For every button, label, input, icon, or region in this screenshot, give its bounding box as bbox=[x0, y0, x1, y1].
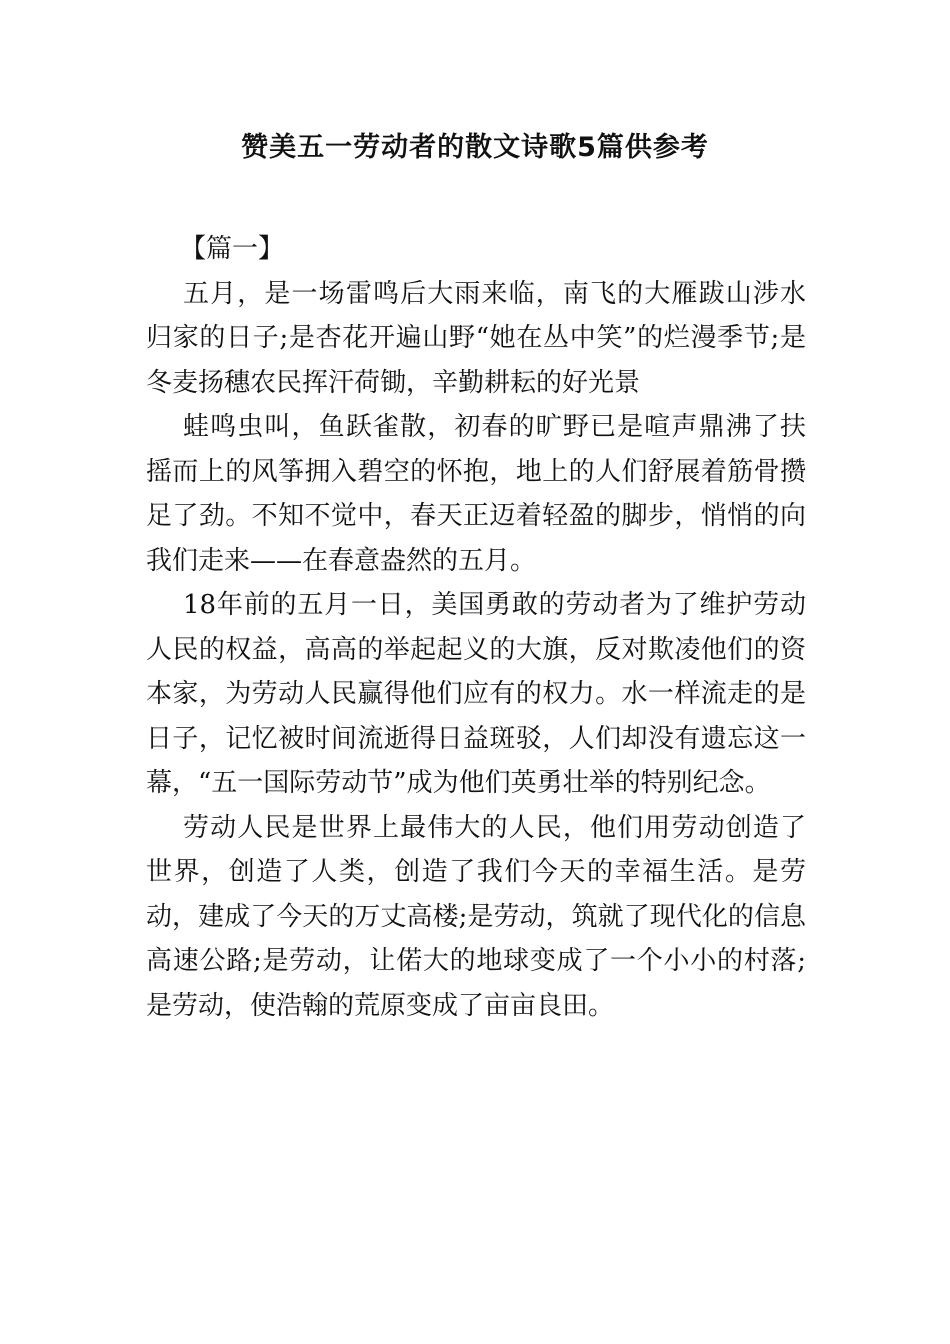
paragraph-3: 18年前的五月一日，美国勇敢的劳动者为了维护劳动人民的权益，高高的举起起义的大旗，反对欺凌他们的资本家，为劳动人民赢得他们应有的权力。水一样流走的是日子，记忆被时间流逝得日益斑驳，人们却没有遗忘这一幕，“五一国际劳动节”成为他们英勇壮举的特别纪念。 bbox=[146, 590, 806, 798]
document-title: 赞美五一劳动者的散文诗歌5篇供参考 bbox=[241, 132, 709, 163]
paragraph-2: 蛙鸣虫叫，鱼跃雀散，初春的旷野已是喧声鼎沸了扶摇而上的风筝拥入碧空的怀抱，地上的人们舒展着筋骨攒足了劲。不知不觉中，春天正迈着轻盈的脚步，悄悄的向我们走来——在春意盎然的五月。 bbox=[146, 412, 806, 576]
paragraph-4: 劳动人民是世界上最伟大的人民，他们用劳动创造了世界，创造了人类，创造了我们今天的幸福生活。是劳动，建成了今天的万丈高楼;是劳动，筑就了现代化的信息高速公路;是劳动，让偌大的地球变成了一个小小的村落;是劳动，使浩翰的荒原变成了亩亩良田。 bbox=[146, 812, 806, 1021]
document-body bbox=[146, 227, 806, 1028]
paragraph-1: 五月，是一场雷鸣后大雨来临，南飞的大雁跋山涉水归家的日子;是杏花开遍山野“她在丛中笑”的烂漫季节;是冬麦扬穗农民挥汗荷锄，辛勤耕耘的好光景 bbox=[146, 278, 806, 398]
section-label: 【篇一】 bbox=[180, 234, 285, 264]
